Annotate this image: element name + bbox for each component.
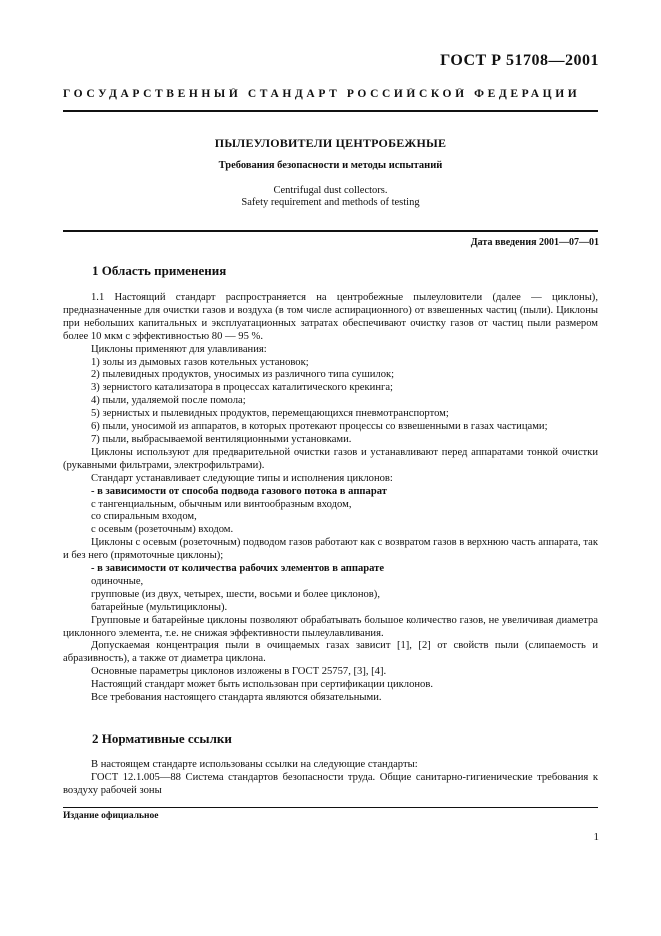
list-heading: - в зависимости от количества рабочих элементов в аппарате — [91, 563, 385, 575]
standard-code: ГОСТ Р 51708—2001 — [440, 52, 599, 69]
list-item: 6) пыли, уносимой из аппаратов, в которых протекают процессы со взвешенными в газах частицами; — [91, 421, 548, 433]
list-item: одиночные, — [91, 575, 144, 587]
list-heading: - в зависимости от способа подвода газового потока в аппарат — [91, 485, 387, 497]
list-item: с осевым (розеточным) входом. — [91, 524, 234, 536]
header-rule — [63, 110, 598, 112]
reference-item: ГОСТ 12.1.005—88 Система стандартов безопасности труда. Общие санитарно-гигиенические требования к воздуху рабочей зоны — [63, 771, 598, 796]
page-number: 1 — [593, 831, 599, 843]
english-title-line2: Safety requirement and methods of testing — [241, 197, 420, 208]
footer-rule — [63, 807, 598, 808]
paragraph: Циклоны применяют для улавливания: — [91, 343, 267, 355]
paragraph: Циклоны используют для предварительной очистки газов и устанавливают перед аппаратами тонкой очистки (рукавными фильтрами, электрофильтрами). — [63, 446, 598, 471]
paragraph: Все требования настоящего стандарта являются обязательными. — [91, 692, 382, 704]
section-1-body — [63, 292, 598, 705]
paragraph: 1.1 Настоящий стандарт распространяется на центробежные пылеуловители (далее — циклоны), предназначенные для очистки газов и воздуха (в том числе аспирационного) от взвешенных частиц (пыли). Циклоны при небольших капитальных и эксплуатационных затратах обеспечивают очистку газов от частиц пыли размером более 10 мкм с эффективностью 80 — 95 %. — [63, 292, 598, 342]
list-item: 5) зернистых и пылевидных продуктов, перемещающихся пневмотранспортом; — [91, 408, 449, 420]
document-title: ПЫЛЕУЛОВИТЕЛИ ЦЕНТРОБЕЖНЫЕ — [214, 136, 447, 150]
paragraph: Допускаемая концентрация пыли в очищаемых газах зависит [1], [2] от свойств пыли (слипаемость и абразивность), а также от диаметра циклона. — [63, 640, 598, 665]
paragraph: Циклоны с осевым (розеточным) подводом газов работают как с возвратом газов в верхнюю часть аппарата, так и без него (прямоточные циклоны); — [63, 537, 598, 562]
list-item: батарейные (мультициклоны). — [91, 601, 228, 613]
list-item: 4) пыли, удаляемой после помола; — [91, 395, 246, 407]
paragraph: В настоящем стандарте использованы ссылки на следующие стандарты: — [91, 759, 418, 770]
list-item: 7) пыли, выбрасываемой вентиляционными установками. — [91, 433, 352, 445]
intro-date: Дата введения 2001—07—01 — [470, 237, 599, 248]
list-item: с тангенциальным, обычным или винтообразным входом, — [91, 498, 352, 510]
english-title — [63, 185, 598, 209]
english-title-line1: Centrifugal dust collectors. — [273, 185, 388, 196]
list-item: групповые (из двух, четырех, шести, восьми и более циклонов), — [91, 588, 380, 600]
paragraph: Настоящий стандарт может быть использован при сертификации циклонов. — [91, 679, 433, 691]
list-item: 2) пылевидных продуктов, уносимых из различного типа сушилок; — [91, 369, 395, 381]
list-item: со спиральным входом, — [91, 511, 197, 523]
section-2-heading: 2 Нормативные ссылки — [92, 731, 232, 746]
document-subtitle: Требования безопасности и методы испытаний — [218, 160, 443, 171]
edition-label: Издание официальное — [63, 811, 159, 821]
list-item: 3) зернистого катализатора в процессах каталитического крекинга; — [91, 382, 393, 394]
state-standard-heading: ГОСУДАРСТВЕННЫЙ СТАНДАРТ РОССИЙСКОЙ ФЕДЕРАЦИИ — [63, 88, 581, 100]
title-rule — [63, 230, 598, 232]
paragraph: Групповые и батарейные циклоны позволяют обрабатывать большое количество газов, не увеличивая диаметра циклонного элемента, т.е. не снижая эффективности пылеулавливания. — [63, 614, 598, 639]
list-item: 1) золы из дымовых газов котельных установок; — [91, 356, 309, 368]
section-1-heading: 1 Область применения — [92, 263, 227, 278]
paragraph: Стандарт устанавливает следующие типы и исполнения циклонов: — [91, 472, 393, 484]
section-2-body — [63, 759, 598, 798]
paragraph: Основные параметры циклонов изложены в ГОСТ 25757, [3], [4]. — [91, 666, 387, 678]
